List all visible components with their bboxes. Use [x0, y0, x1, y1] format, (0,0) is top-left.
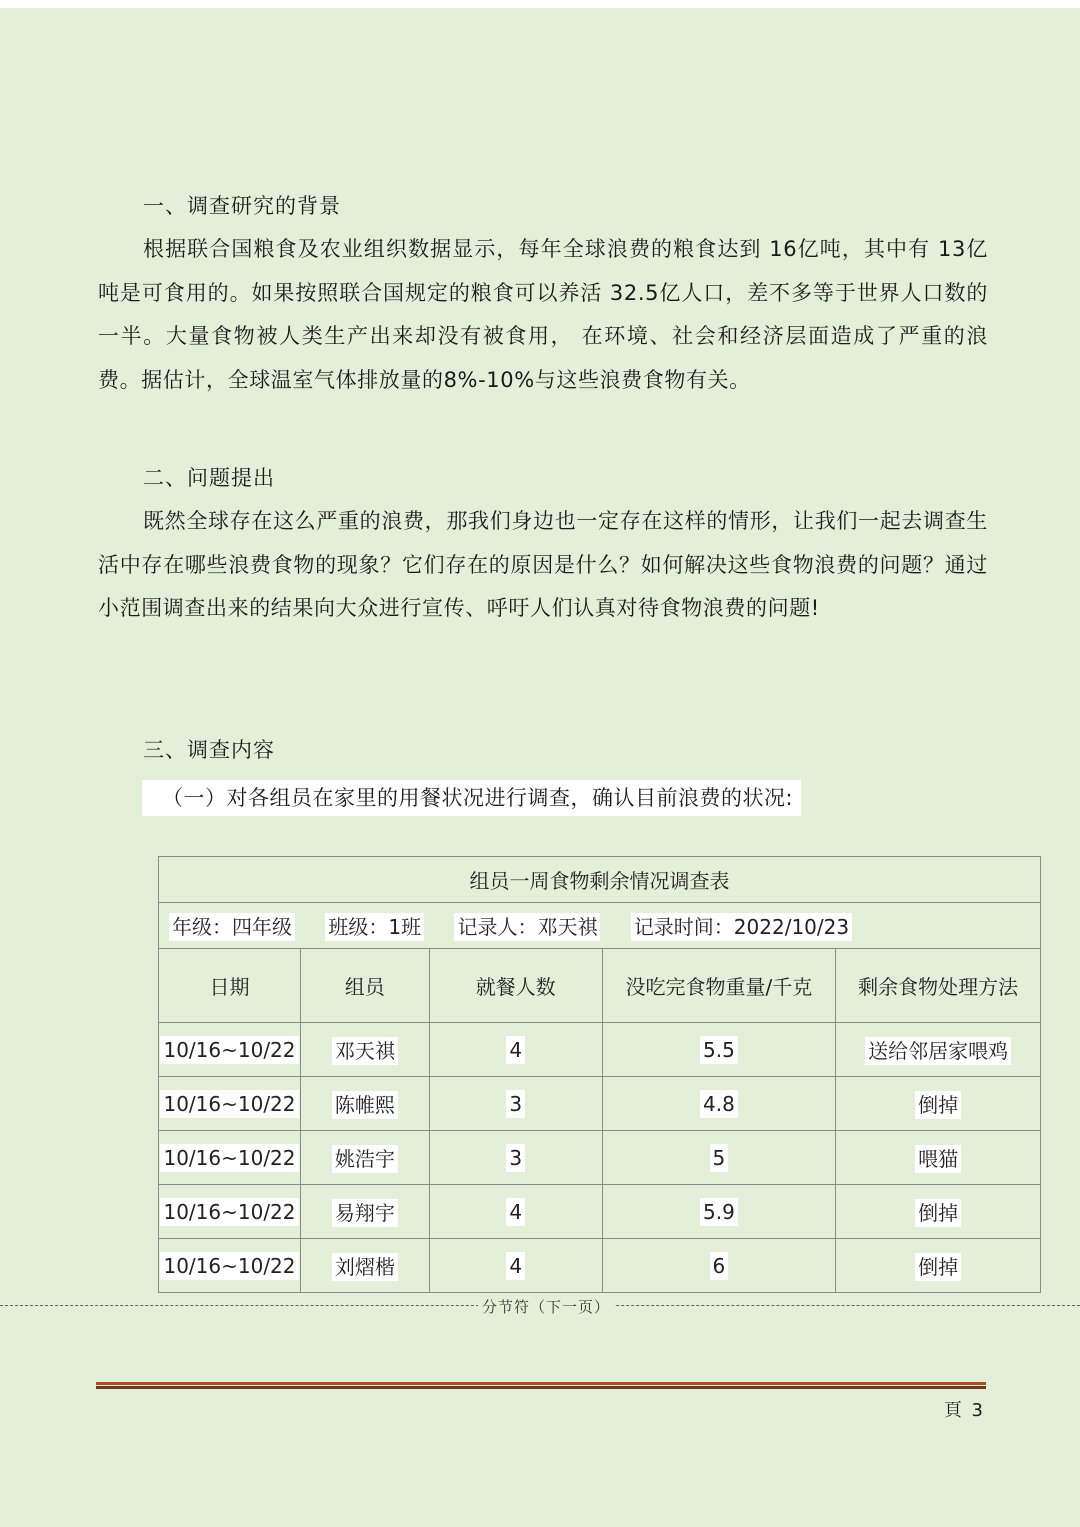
cell-diners: 3	[429, 1077, 602, 1131]
column-header-diners: 就餐人数	[429, 949, 602, 1023]
survey-table	[158, 856, 1041, 1293]
table-title: 组员一周食物剩余情况调查表	[159, 857, 1041, 903]
cell-member: 易翔宇	[300, 1185, 429, 1239]
page-number: 頁 3	[943, 1400, 985, 1421]
cell-leftover-weight: 5.5	[602, 1023, 836, 1077]
cell-leftover-weight: 6	[602, 1239, 836, 1293]
cell-leftover-weight: 5	[602, 1131, 836, 1185]
cell-diners: 3	[429, 1131, 602, 1185]
cell-date: 10/16~10/22	[159, 1185, 301, 1239]
table-row	[159, 1131, 1041, 1185]
table-title-row	[159, 857, 1041, 903]
section-3-heading: 三、调查内容	[143, 738, 275, 762]
table-row	[159, 1023, 1041, 1077]
cell-member: 陈帷熙	[300, 1077, 429, 1131]
cell-leftover-weight: 4.8	[602, 1077, 836, 1131]
survey-subheading: （一）对各组员在家里的用餐状况进行调查，确认目前浪费的状况:	[142, 780, 801, 816]
footer-rule-bottom	[96, 1386, 986, 1389]
table-meta	[159, 903, 1041, 949]
column-header-leftover-weight: 没吃完食物重量/千克	[602, 949, 836, 1023]
document-page	[0, 8, 1080, 1527]
cell-disposal-method: 倒掉	[836, 1185, 1041, 1239]
section-2-heading: 二、问题提出	[143, 466, 275, 490]
section-1-heading: 一、调查研究的背景	[143, 194, 341, 218]
meta-grade: 年级：四年级	[169, 913, 295, 941]
cell-disposal-method: 倒掉	[836, 1239, 1041, 1293]
cell-diners: 4	[429, 1239, 602, 1293]
cell-leftover-weight: 5.9	[602, 1185, 836, 1239]
section-break-label: 分节符（下一页）	[478, 1296, 614, 1317]
footer-rule-top	[96, 1382, 986, 1385]
column-header-member: 组员	[300, 949, 429, 1023]
table-row	[159, 1185, 1041, 1239]
table-row	[159, 1239, 1041, 1293]
meta-class: 班级：1班	[325, 913, 424, 941]
section-2-body: 既然全球存在这么严重的浪费，那我们身边也一定存在这样的情形，让我们一起去调查生活中存在哪些浪费食物的现象？它们存在的原因是什么？如何解决这些食物浪费的问题？通过小范围调查出来的结果向大众进行宣传、呼吁人们认真对待食物浪费的问题!	[98, 509, 988, 620]
cell-date: 10/16~10/22	[159, 1131, 301, 1185]
cell-disposal-method: 倒掉	[836, 1077, 1041, 1131]
meta-record-time: 记录时间：2022/10/23	[631, 913, 852, 941]
cell-member: 刘熠楷	[300, 1239, 429, 1293]
cell-member: 姚浩宇	[300, 1131, 429, 1185]
table-row	[159, 1077, 1041, 1131]
cell-date: 10/16~10/22	[159, 1239, 301, 1293]
cell-member: 邓天祺	[300, 1023, 429, 1077]
cell-diners: 4	[429, 1023, 602, 1077]
table-meta-row	[159, 903, 1041, 949]
column-header-date: 日期	[159, 949, 301, 1023]
cell-disposal-method: 送给邻居家喂鸡	[836, 1023, 1041, 1077]
cell-disposal-method: 喂猫	[836, 1131, 1041, 1185]
cell-diners: 4	[429, 1185, 602, 1239]
meta-recorder: 记录人：邓天祺	[454, 913, 600, 941]
table-header-row	[159, 949, 1041, 1023]
section-1-body: 根据联合国粮食及农业组织数据显示，每年全球浪费的粮食达到 16亿吨，其中有 13亿吨是可食用的。如果按照联合国规定的粮食可以养活 32.5亿人口，差不多等于世界人口数的一半。大量食物被人类生产出来却没有被食用， 在环境、社会和经济层面造成了严重的浪费。据估计，全球温室气体排放量的8%-10%与这些浪费食物有关。	[98, 237, 988, 392]
cell-date: 10/16~10/22	[159, 1077, 301, 1131]
column-header-disposal-method: 剩余食物处理方法	[836, 949, 1041, 1023]
cell-date: 10/16~10/22	[159, 1023, 301, 1077]
